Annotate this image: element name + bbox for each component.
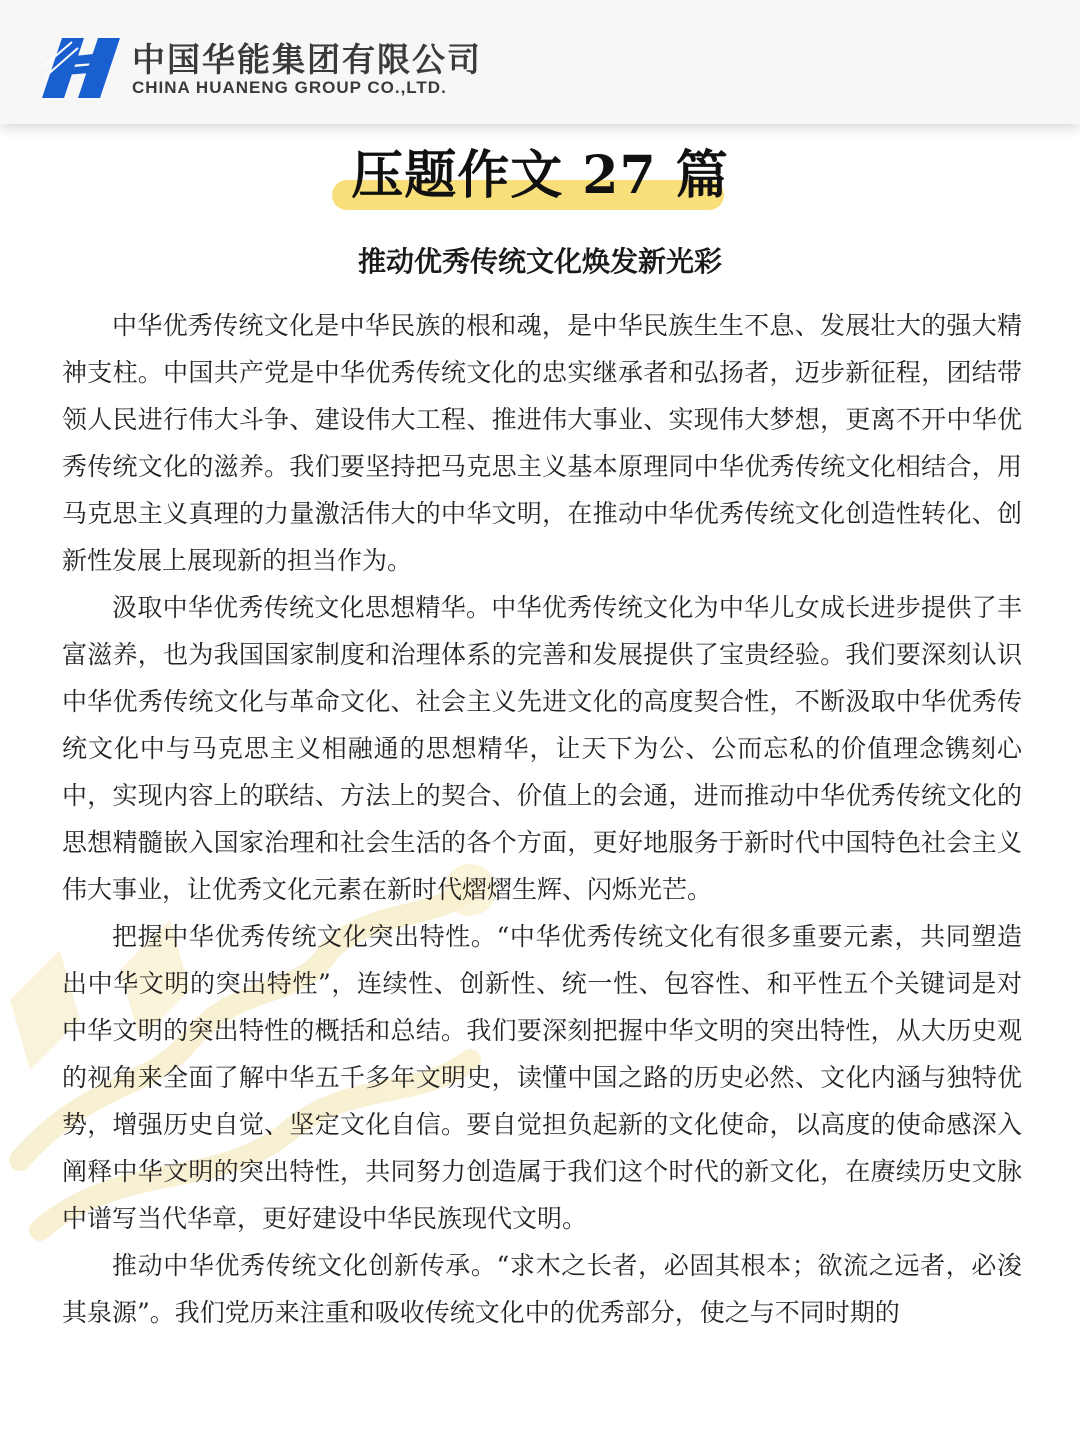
title-block [0,140,1080,220]
page-title: 压题作文 27 篇 [351,145,729,206]
article-body [62,302,1022,1336]
article-paragraph: 中华优秀传统文化是中华民族的根和魂，是中华民族生生不息、发展壮大的强大精神支柱。中国共产党是中华优秀传统文化的忠实继承者和弘扬者，迈步新征程，团结带领人民进行伟大斗争、建设伟大工程、推进伟大事业、实现伟大梦想，更离不开中华优秀传统文化的滋养。我们要坚持把马克思主义基本原理同中华优秀传统文化相结合，用马克思主义真理的力量激活伟大的中华文明，在推动中华优秀传统文化创造性转化、创新性发展上展现新的担当作为。 [62,311,1022,575]
article-paragraph: 把握中华优秀传统文化突出特性。“中华优秀传统文化有很多重要元素，共同塑造出中华文明的突出特性”，连续性、创新性、统一性、包容性、和平性五个关键词是对中华文明的突出特性的概括和总结。我们要深刻把握中华文明的突出特性，从大历史观的视角来全面了解中华五千多年文明史，读懂中国之路的历史必然、文化内涵与独特优势，增强历史自觉、坚定文化自信。要自觉担负起新的文化使命，以高度的使命感深入阐释中华文明的突出特性，共同努力创造属于我们这个时代的新文化，在赓续历史文脉中谱写当代华章，更好建设中华民族现代文明。 [62,922,1022,1233]
article-heading: 推动优秀传统文化焕发新光彩 [357,245,722,278]
article-paragraph: 汲取中华优秀传统文化思想精华。中华优秀传统文化为中华儿女成长进步提供了丰富滋养，也为我国国家制度和治理体系的完善和发展提供了宝贵经验。我们要深刻认识中华优秀传统文化与革命文化、社会主义先进文化的高度契合性，不断汲取中华优秀传统文化中与马克思主义相融通的思想精华，让天下为公、公而忘私的价值理念镌刻心中，实现内容上的联结、方法上的契合、价值上的会通，进而推动中华优秀传统文化的思想精髓嵌入国家治理和社会生活的各个方面，更好地服务于新时代中国特色社会主义伟大事业，让优秀文化元素在新时代熠熠生辉、闪烁光芒。 [62,593,1022,904]
article-paragraph: 推动中华优秀传统文化创新传承。“求木之长者，必固其根本；欲流之远者，必浚其泉源”。我们党历来注重和吸收传统文化中的优秀部分，使之与不同时期的 [62,1251,1022,1327]
company-name-cn: 中国华能集团有限公司 [132,40,482,79]
company-name-en: CHINA HUANENG GROUP CO.,LTD. [132,78,447,97]
china-huaneng-logo-icon [42,36,122,100]
company-header [0,0,1080,124]
